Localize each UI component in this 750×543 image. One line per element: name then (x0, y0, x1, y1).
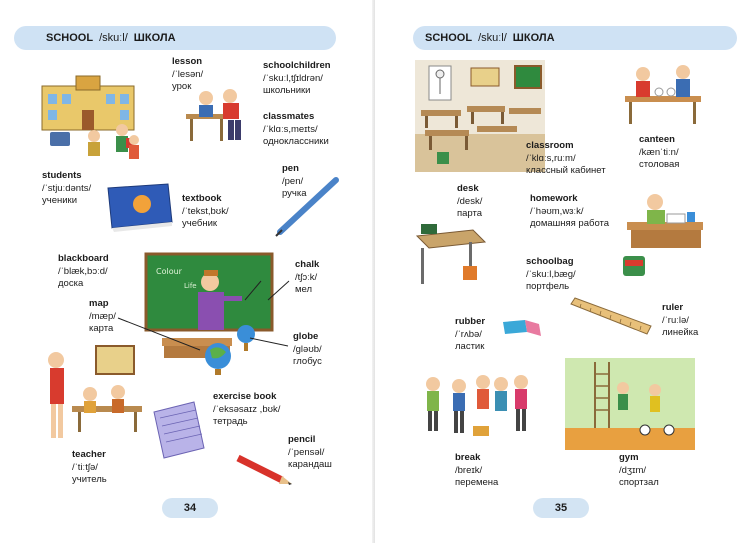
entry-translation: школьники (263, 85, 311, 96)
entry-word: classroom (526, 140, 574, 151)
entry-map (89, 298, 116, 336)
entry-word: globe (293, 331, 319, 342)
entry-translation: парта (457, 208, 483, 219)
entry-transcription: /tʃɔːk/ (295, 271, 318, 283)
entry-transcription: /ˈblæk,bɔːd/ (58, 265, 108, 277)
entry-translation: учебник (182, 218, 218, 229)
entry-translation: классный кабинет (526, 165, 606, 176)
entry-translation: спортзал (619, 477, 659, 488)
rubber-illustration (499, 318, 543, 340)
entry-pen (282, 163, 307, 201)
desk-illustration (413, 222, 489, 290)
entry-word: lesson (172, 56, 203, 67)
entry-word: textbook (182, 193, 222, 204)
entry-word: schoolchildren (263, 60, 331, 71)
entry-transcription: /ˈtiːtʃə/ (72, 461, 98, 473)
entry-word: gym (619, 452, 639, 463)
header-word: SCHOOL (425, 32, 473, 44)
entry-word: students (42, 170, 82, 181)
entry-translation: карандаш (288, 459, 332, 470)
entry-translation: домашняя работа (530, 218, 610, 229)
entry-break (455, 452, 498, 490)
entry-word: break (455, 452, 481, 463)
entry-translation: глобус (293, 356, 322, 367)
page-header (413, 26, 737, 50)
entry-transcription: /ˈtekst,bʊk/ (182, 205, 229, 217)
entry-word: exercise book (213, 391, 277, 402)
entry-transcription: /breɪk/ (455, 464, 483, 476)
entry-transcription: /desk/ (457, 195, 483, 207)
header-ipa: /skuːl/ (478, 32, 507, 44)
entry-translation: тетрадь (213, 416, 248, 427)
entry-transcription: /ˈpensəl/ (288, 446, 325, 458)
entry-students (42, 170, 91, 208)
entry-word: teacher (72, 449, 106, 460)
header-ru: ШКОЛА (512, 32, 555, 44)
entry-transcription: /mæp/ (89, 310, 116, 322)
entry-translation: одноклассники (263, 136, 329, 147)
entry-word: pen (282, 163, 299, 174)
entry-translation: урок (172, 81, 192, 92)
entry-transcription: /ˈstjuːdənts/ (42, 182, 92, 194)
entry-word: desk (457, 183, 479, 194)
svg-text:Life: Life (184, 282, 197, 290)
entry-canteen (639, 134, 679, 172)
page-number: 34 (162, 498, 218, 518)
right-page (375, 0, 750, 543)
header-ipa: /skuːl/ (99, 32, 128, 44)
entry-desk (457, 183, 482, 221)
ruler-illustration (569, 296, 653, 338)
entry-pencil (288, 434, 332, 472)
header-ru: ШКОЛА (133, 32, 176, 44)
entry-lesson (172, 56, 203, 94)
entry-translation: ученики (42, 195, 77, 206)
entry-word: pencil (288, 434, 316, 445)
svg-text:Colour: Colour (156, 267, 182, 276)
gym-illustration (565, 358, 695, 450)
header-word: SCHOOL (46, 32, 94, 44)
entry-transcription: /ˈskuːl,tʃɪldrən/ (263, 72, 323, 84)
entry-translation: учитель (72, 474, 107, 485)
entry-transcription: /ˈhəʊm,wɜːk/ (530, 205, 584, 217)
entry-schoolchildren (263, 60, 331, 98)
entry-chalk (295, 259, 319, 297)
entry-ruler (662, 302, 698, 340)
entry-transcription: /ˈlesən/ (172, 68, 204, 80)
entry-word: homework (530, 193, 578, 204)
entry-blackboard (58, 253, 109, 291)
entry-word: classmates (263, 111, 315, 122)
canteen-illustration (619, 62, 707, 130)
entry-teacher (72, 449, 107, 487)
schoolbag-illustration (619, 250, 649, 278)
entry-word: chalk (295, 259, 320, 270)
entry-schoolbag (526, 256, 576, 294)
entry-translation: линейка (662, 327, 699, 338)
entry-transcription: /gləʊb/ (293, 343, 322, 355)
entry-classmates (263, 111, 329, 149)
entry-transcription: /ˈeksəsaɪz ,bʊk/ (213, 403, 281, 415)
entry-translation: перемена (455, 477, 499, 488)
entry-word: rubber (455, 316, 486, 327)
entry-transcription: /ˈrʌbə/ (455, 328, 482, 340)
entry-word: blackboard (58, 253, 109, 264)
entry-translation: столовая (639, 159, 680, 170)
entry-gym (619, 452, 659, 490)
entry-transcription: /pen/ (282, 175, 304, 187)
entry-translation: ластик (455, 341, 485, 352)
entry-translation: мел (295, 284, 313, 295)
entry-exercise-book (213, 391, 280, 429)
entry-homework (530, 193, 609, 231)
entry-textbook (182, 193, 229, 231)
entry-word: canteen (639, 134, 675, 145)
page-number: 35 (533, 498, 589, 518)
entry-word: schoolbag (526, 256, 574, 267)
entry-translation: портфель (526, 281, 570, 292)
entry-word: ruler (662, 302, 684, 313)
entry-globe (293, 331, 322, 369)
entry-transcription: /ˈskuːl,bæg/ (526, 268, 576, 280)
entry-translation: ручка (282, 188, 307, 199)
entry-transcription: /ˈklɑːs,ruːm/ (526, 152, 576, 164)
entry-classroom (526, 140, 606, 178)
entry-translation: карта (89, 323, 114, 334)
entry-translation: доска (58, 278, 84, 289)
entry-word: map (89, 298, 109, 309)
homework-illustration (621, 190, 709, 252)
entry-rubber (455, 316, 485, 354)
break-illustration (417, 370, 537, 446)
entry-transcription: /kænˈtiːn/ (639, 146, 679, 158)
entry-transcription: /dʒɪm/ (619, 464, 647, 476)
entry-transcription: /ˈruːlə/ (662, 314, 689, 326)
entry-transcription: /ˈklɑːs,meɪts/ (263, 123, 318, 135)
